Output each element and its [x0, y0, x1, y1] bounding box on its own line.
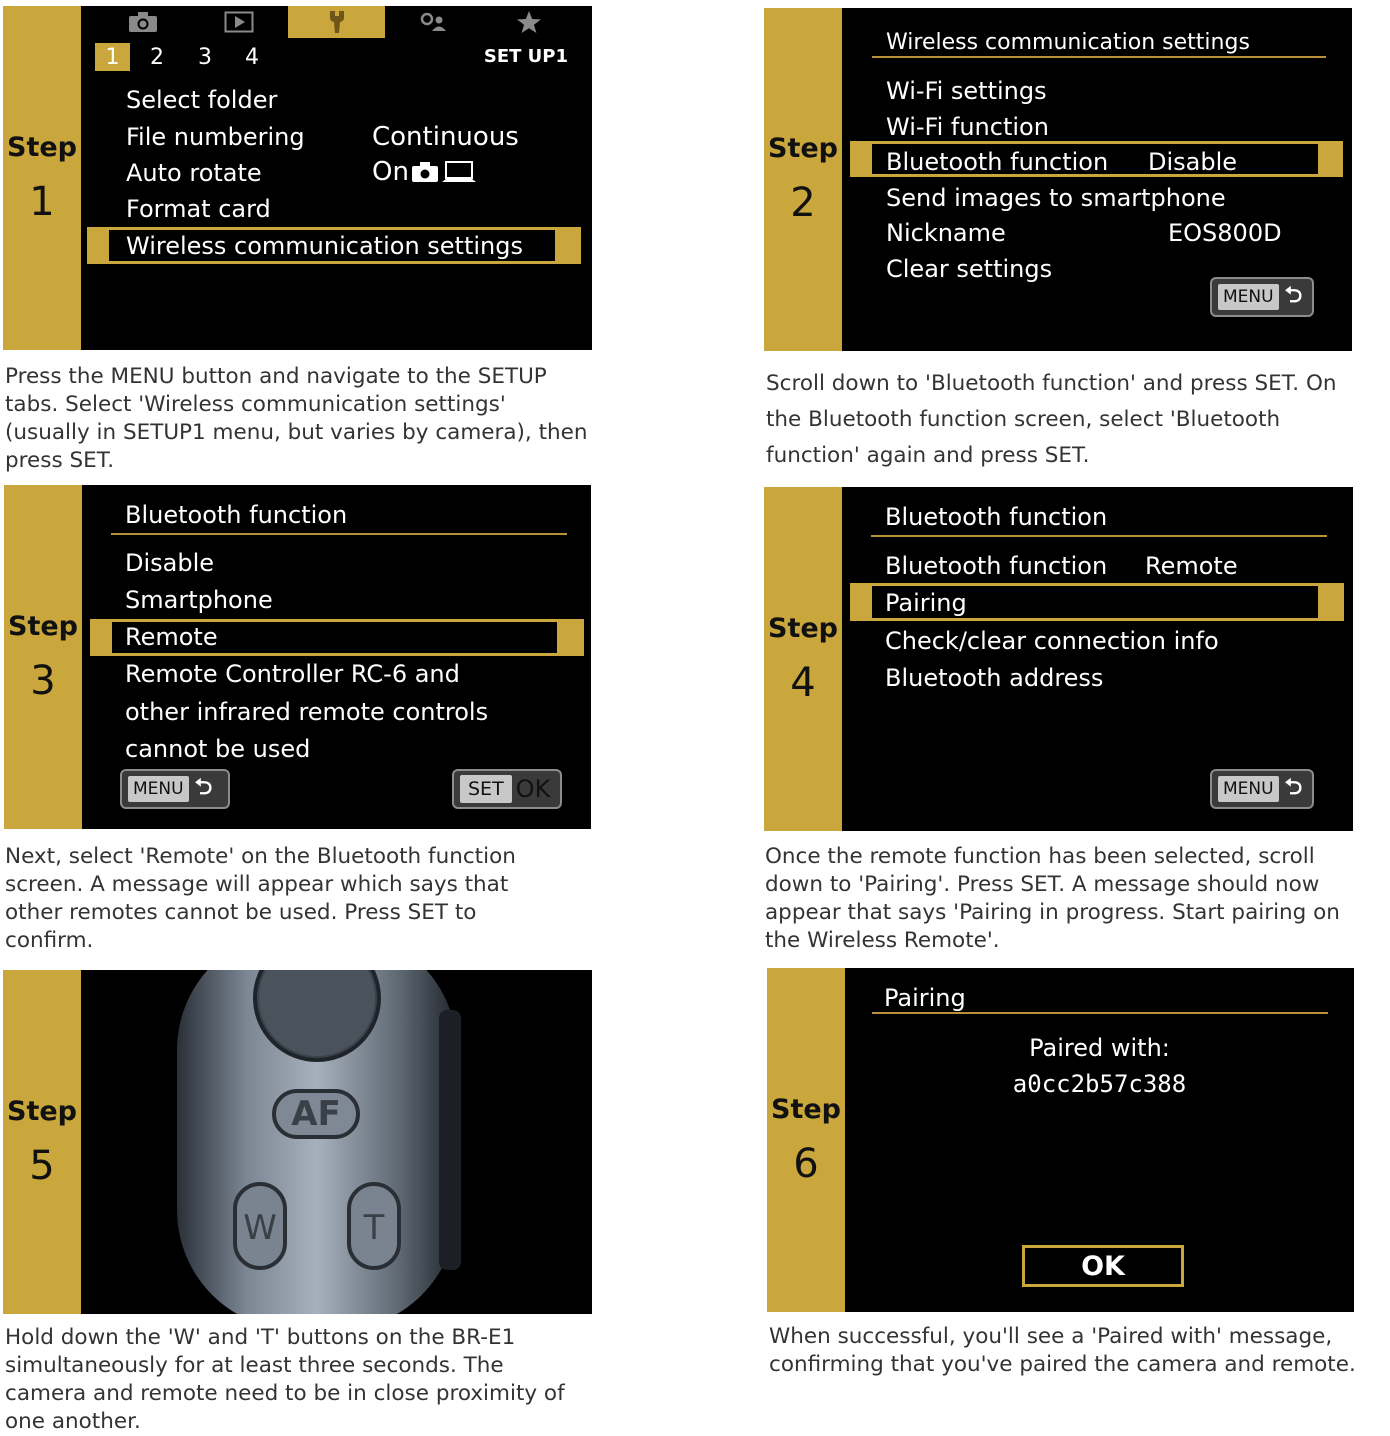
step-6-bar — [767, 968, 845, 1312]
step-5-bar — [3, 970, 81, 1314]
wrench-icon — [326, 9, 348, 35]
menu-item-wifi-function[interactable]: Wi-Fi function — [886, 113, 1049, 141]
menu-label: MENU — [1218, 284, 1279, 310]
camera-icon — [128, 11, 158, 33]
screen-title: Bluetooth function — [125, 501, 348, 529]
subtab-1[interactable]: 1 — [95, 43, 130, 71]
camera-tab[interactable] — [95, 6, 191, 38]
menu-item-select-folder[interactable]: Select folder — [126, 86, 278, 114]
return-icon: ⮌ — [194, 775, 213, 800]
step-number: 4 — [790, 659, 816, 706]
step-2-bar — [764, 8, 842, 351]
step-2-caption: Scroll down to 'Bluetooth function' and press SET. On the Bluetooth function screen, select 'Bluetooth function' again and press SET. — [766, 371, 1337, 468]
subtab-4[interactable]: 4 — [245, 44, 259, 70]
step-2-panel — [764, 8, 1352, 351]
laptop-icon — [441, 160, 477, 184]
menu-back-button[interactable] — [120, 769, 230, 809]
option-disable[interactable]: Disable — [125, 549, 215, 577]
step-1-panel — [3, 6, 592, 350]
menu-item-clear-settings[interactable]: Clear settings — [886, 255, 1053, 283]
warning-line-2: other infrared remote controls — [125, 698, 489, 726]
step-3-panel — [4, 485, 591, 829]
menu-item-check-clear[interactable]: Check/clear connection info — [885, 627, 1219, 655]
ok-button[interactable]: OK — [1022, 1245, 1184, 1287]
ok-label: OK — [515, 775, 551, 803]
setup-tab[interactable] — [288, 6, 385, 38]
step-label: Step — [768, 612, 838, 644]
menu-back-button[interactable] — [1210, 769, 1314, 809]
auto-rotate-value-text: On — [372, 157, 409, 187]
step-3-bar — [4, 485, 82, 829]
camera-screen-wireless — [842, 8, 1352, 351]
bluetooth-function-value: Remote — [1145, 552, 1238, 580]
title-divider — [872, 56, 1326, 58]
menu-label: MENU — [1218, 776, 1279, 802]
menu-item-bluetooth-function[interactable]: Bluetooth function — [886, 148, 1109, 176]
option-smartphone[interactable]: Smartphone — [125, 586, 273, 614]
step-number: 5 — [29, 1142, 55, 1189]
set-label: SET — [460, 775, 512, 803]
menu-back-button[interactable] — [1210, 277, 1314, 317]
remote-body-illustration — [81, 970, 592, 1314]
set-ok-button[interactable] — [452, 769, 562, 809]
warning-line-3: cannot be used — [125, 735, 311, 763]
step-label: Step — [7, 1095, 77, 1127]
star-icon — [516, 10, 542, 34]
menu-item-bluetooth-address[interactable]: Bluetooth address — [885, 664, 1104, 692]
step-label: Step — [771, 1093, 841, 1125]
menu-label: MENU — [128, 776, 189, 802]
file-numbering-value: Continuous — [372, 122, 519, 152]
menu-item-auto-rotate[interactable]: Auto rotate — [126, 159, 262, 187]
menu-item-wireless-settings[interactable]: Wireless communication settings — [126, 232, 523, 260]
return-icon: ⮌ — [1284, 775, 1303, 800]
step-number: 6 — [793, 1140, 819, 1187]
camera-screen-bluetooth — [82, 485, 591, 829]
my-menu-tab[interactable] — [385, 6, 481, 38]
camera-screen-setup — [81, 6, 592, 350]
step-label: Step — [768, 133, 838, 164]
t-label: T — [363, 1208, 385, 1248]
screen-title: Bluetooth function — [885, 503, 1108, 531]
playback-tab[interactable] — [191, 6, 287, 38]
step-4-bar — [764, 487, 842, 831]
step-3-caption: Next, select 'Remote' on the Bluetooth function screen. A message will appear which says that other remotes cannot be used. Press SET to confirm. — [5, 844, 516, 953]
menu-item-pairing[interactable]: Pairing — [885, 589, 967, 617]
step-label: Step — [7, 131, 77, 163]
title-divider — [871, 535, 1327, 537]
step-4-caption: Once the remote function has been selected, scroll down to 'Pairing'. Press SET. A message should now appear that says 'Pairing in progress. Start pairing on the Wireless Remote'. — [765, 844, 1340, 953]
my-menu-icon — [418, 11, 448, 33]
nickname-value: EOS800D — [1168, 219, 1282, 247]
title-divider — [872, 1012, 1328, 1014]
step-5-caption: Hold down the 'W' and 'T' buttons on the BR-E1 simultaneously for at least three seconds. The camera and remote need to be in close proximity of one another. — [5, 1325, 565, 1434]
warning-line-1: Remote Controller RC-6 and — [125, 660, 460, 688]
subtab-3[interactable]: 3 — [198, 44, 212, 70]
playback-icon — [224, 11, 254, 33]
return-icon: ⮌ — [1284, 283, 1303, 308]
menu-item-file-numbering[interactable]: File numbering — [126, 123, 305, 151]
step-5-panel — [3, 970, 592, 1314]
step-1-caption: Press the MENU button and navigate to the SETUP tabs. Select 'Wireless communication settings' (usually in SETUP1 menu, but varies by camera), then press SET. — [5, 364, 588, 473]
menu-item-bluetooth-function[interactable]: Bluetooth function — [885, 552, 1108, 580]
menu-item-send-images[interactable]: Send images to smartphone — [886, 184, 1226, 212]
w-label: W — [243, 1208, 277, 1248]
step-6-caption: When successful, you'll see a 'Paired with' message, confirming that you've paired the camera and remote. — [769, 1324, 1356, 1377]
option-remote[interactable]: Remote — [125, 623, 218, 651]
bluetooth-function-value: Disable — [1148, 148, 1238, 176]
tab-title: SET UP1 — [483, 46, 568, 67]
camera-screen-bluetooth-remote — [842, 487, 1353, 831]
step-number: 3 — [30, 657, 56, 704]
camera-screen-pairing — [845, 968, 1354, 1312]
menu-item-format-card[interactable]: Format card — [126, 195, 271, 223]
favorites-tab[interactable] — [481, 6, 577, 38]
step-label: Step — [8, 610, 78, 642]
step-number: 1 — [29, 178, 55, 225]
step-1-bar — [3, 6, 81, 350]
title-divider — [111, 533, 567, 535]
screen-title: Pairing — [884, 984, 966, 1012]
step-4-panel — [764, 487, 1353, 831]
remote-photo — [81, 970, 592, 1314]
paired-with-label: Paired with: — [1029, 1034, 1170, 1062]
step-number: 2 — [790, 180, 816, 226]
af-label: AF — [291, 1094, 341, 1134]
auto-rotate-value — [372, 157, 477, 187]
camera-icon — [411, 161, 439, 183]
menu-item-nickname[interactable]: Nickname — [886, 219, 1006, 247]
menu-item-wifi-settings[interactable]: Wi-Fi settings — [886, 77, 1047, 105]
subtab-2[interactable]: 2 — [150, 44, 164, 70]
paired-device-id: a0cc2b57c388 — [1012, 1070, 1187, 1098]
step-6-panel — [767, 968, 1354, 1312]
screen-title: Wireless communication settings — [886, 30, 1250, 55]
